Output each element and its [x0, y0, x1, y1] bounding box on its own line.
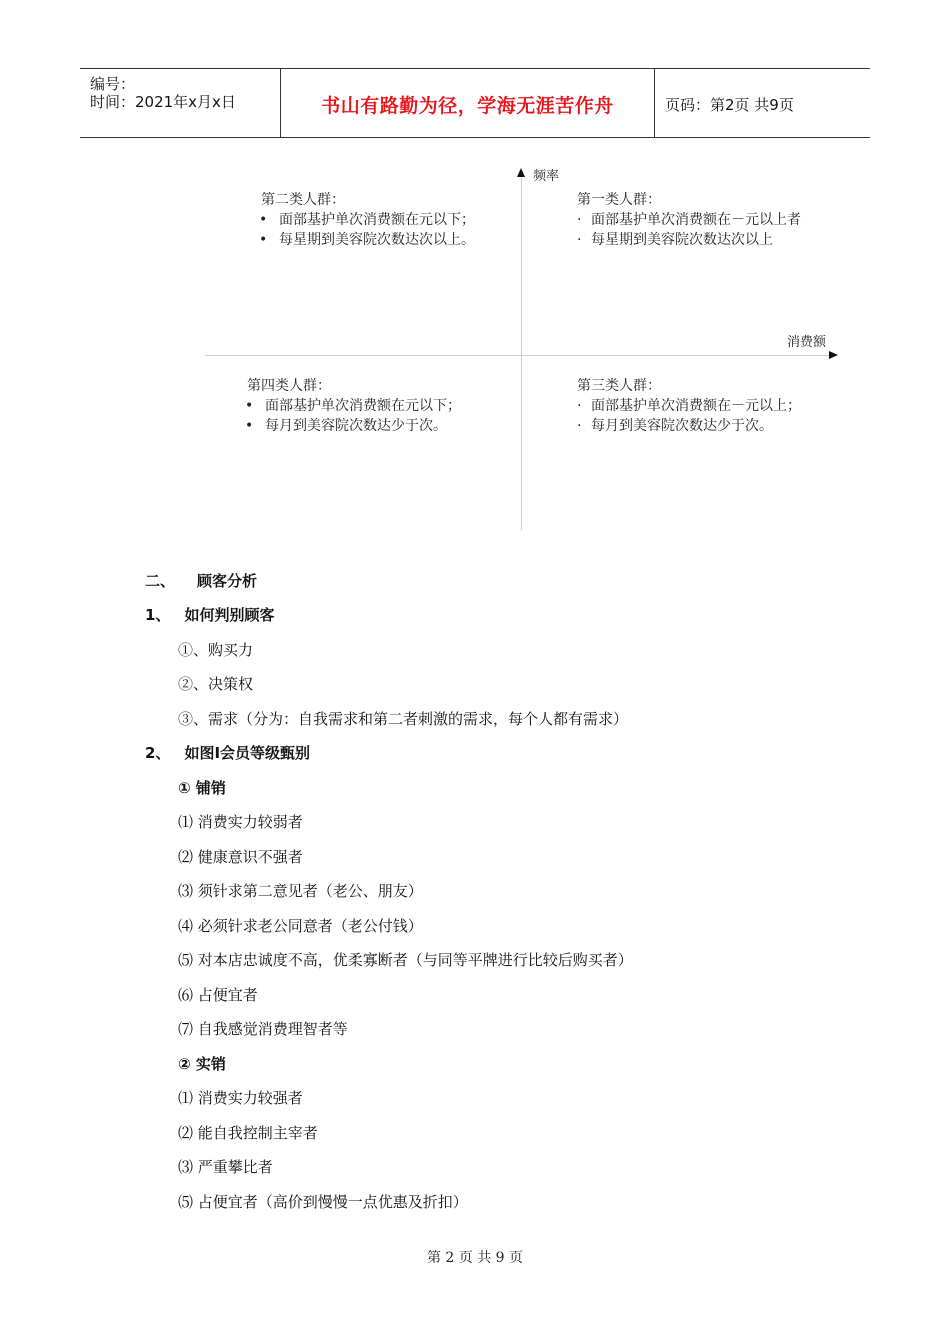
- subsection-1-title: ① 铺销: [178, 779, 226, 797]
- quadrant-1-title: 第一类人群：: [577, 192, 661, 208]
- list-item: ⑸ 对本店忠诚度不高，优柔寡断者（与同等平牌进行比较后购买者）: [178, 951, 633, 969]
- list-item: ⑴ 消费实力较弱者: [178, 813, 303, 831]
- quadrant-3-line-2: 每月到美容院次数达少于次。: [591, 418, 773, 434]
- list-item: ⑷ 必须针求老公同意者（老公付钱）: [178, 917, 423, 935]
- list-item: ⑸ 占便宜者（高价到慢慢一点优惠及折扣）: [178, 1193, 468, 1211]
- section-heading: [145, 570, 257, 591]
- list-item: ⑹ 占便宜者: [178, 986, 258, 1004]
- item-2-number: 2、: [145, 744, 171, 762]
- y-axis-line: [521, 178, 522, 530]
- quadrant-2-line-1: 面部基护单次消费额在元以下；: [279, 212, 475, 228]
- item-1-heading: [145, 604, 274, 625]
- list-item: ⑵ 健康意识不强者: [178, 848, 303, 866]
- list-item: ⑶ 须针求第二意见者（老公、朋友）: [178, 882, 423, 900]
- bullet-icon: ·: [577, 418, 582, 434]
- list-item: ②、决策权: [178, 675, 254, 693]
- item-2-title: 如图Ⅰ会员等级甄别: [184, 744, 311, 762]
- bullet-icon: •: [245, 418, 254, 434]
- list-item: ⑵ 能自我控制主宰者: [178, 1124, 318, 1142]
- quadrant-3-line-1: 面部基护单次消费额在－元以上；: [591, 398, 801, 414]
- x-axis-label: 消费额: [787, 335, 827, 350]
- list-item: ⑺ 自我感觉消费理智者等: [178, 1020, 348, 1038]
- subsection-2-title: ② 实销: [178, 1055, 226, 1073]
- quadrant-4-line-1: 面部基护单次消费额在元以下；: [265, 398, 461, 414]
- list-item: ⑶ 严重攀比者: [178, 1158, 273, 1176]
- quadrant-3-title: 第三类人群：: [577, 378, 661, 394]
- bullet-icon: ·: [577, 398, 582, 414]
- quadrant-2-title: 第二类人群：: [261, 192, 345, 208]
- y-axis-arrow-icon: [517, 168, 525, 177]
- bullet-icon: ·: [577, 212, 582, 228]
- quadrant-3: [577, 376, 801, 436]
- bullet-icon: •: [245, 398, 254, 414]
- item-1-title: 如何判别顾客: [184, 606, 275, 624]
- bullet-icon: •: [259, 232, 268, 248]
- quadrant-1-line-2: 每星期到美容院次数达次以上: [591, 232, 773, 248]
- bullet-icon: •: [259, 212, 268, 228]
- item-1-number: 1、: [145, 606, 171, 624]
- quadrant-4: [247, 376, 461, 436]
- list-item: ⑴ 消费实力较强者: [178, 1089, 303, 1107]
- quadrant-1-line-1: 面部基护单次消费额在－元以上者: [591, 212, 801, 228]
- list-item: ①、购买力: [178, 641, 254, 659]
- quadrant-4-line-2: 每月到美容院次数达少于次。: [265, 418, 447, 434]
- quadrant-diagram: [0, 0, 950, 560]
- x-axis-arrow-icon: [829, 351, 838, 359]
- quadrant-2-line-2: 每星期到美容院次数达次以上。: [279, 232, 475, 248]
- page-footer: 第 2 页 共 9 页: [426, 1250, 524, 1266]
- doc-date-label: 时间：2021年x月x日: [90, 93, 236, 111]
- quadrant-4-title: 第四类人群：: [247, 378, 331, 394]
- section-number: 二、: [145, 572, 176, 590]
- x-axis-line: [205, 355, 829, 356]
- bullet-icon: ·: [577, 232, 582, 248]
- quadrant-1: [577, 190, 801, 250]
- doc-number-label: 编号：: [90, 75, 136, 93]
- list-item: ③、需求（分为：自我需求和第二者刺激的需求，每个人都有需求）: [178, 710, 629, 728]
- item-2-heading: [145, 742, 310, 763]
- header-motto: 书山有路勤为径，学海无涯苦作舟: [321, 95, 614, 117]
- header-page-info: 页码：第2页 共9页: [665, 96, 794, 114]
- y-axis-label: 频率: [533, 169, 560, 184]
- section-title: 顾客分析: [197, 572, 258, 590]
- quadrant-2: [261, 190, 475, 250]
